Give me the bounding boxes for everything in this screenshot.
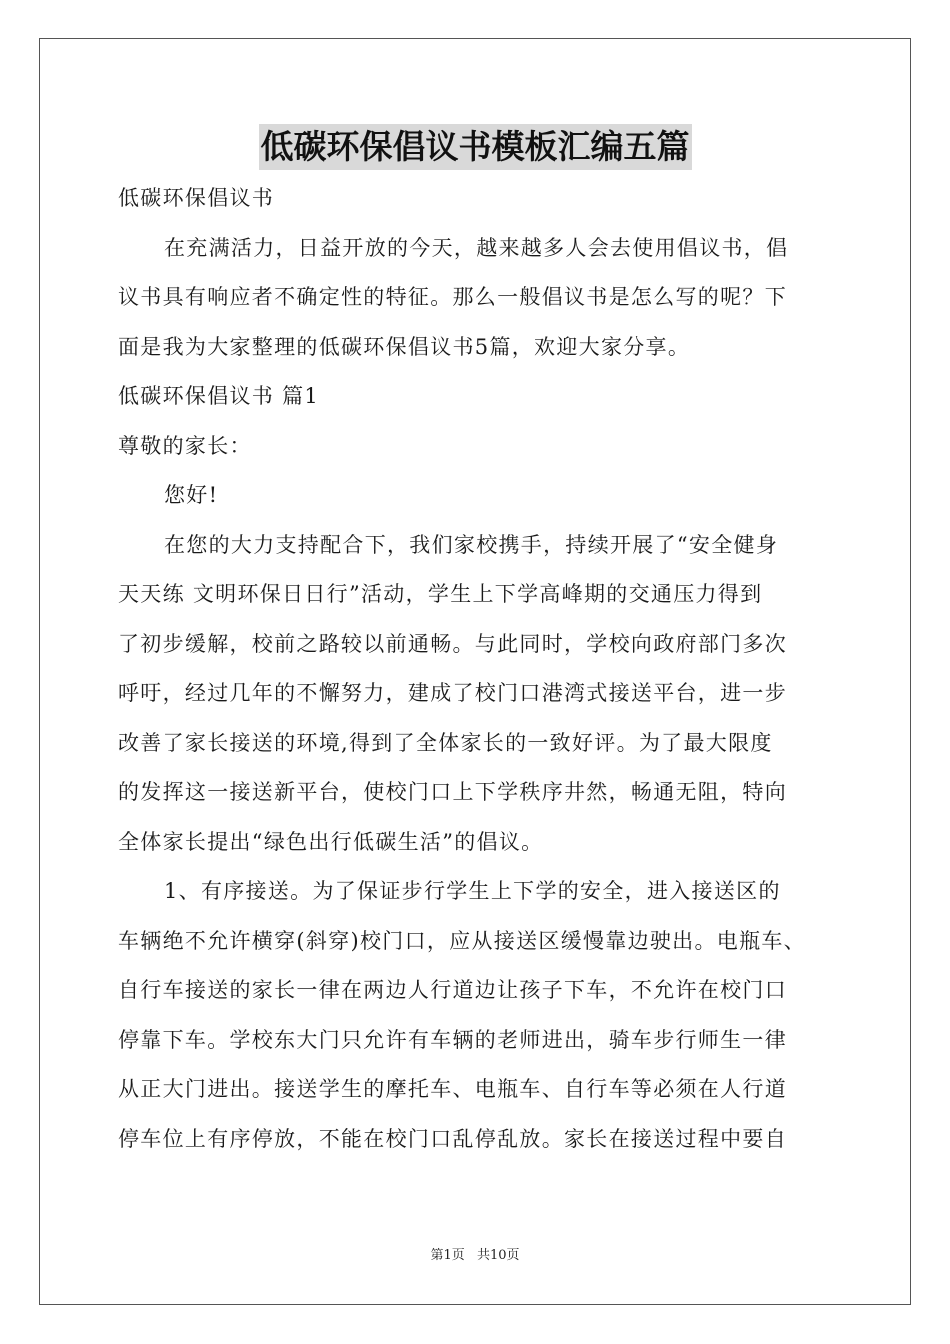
paragraph-line: 改善了家长接送的环境,得到了全体家长的一致好评。为了最大限度 <box>118 730 773 755</box>
paragraph-line: 停靠下车。学校东大门只允许有车辆的老师进出，骑车步行师生一律 <box>118 1027 787 1052</box>
paragraph-line: 议书具有响应者不确定性的特征。那么一般倡议书是怎么写的呢？下 <box>118 285 787 309</box>
paragraph-line: 1、有序接送。为了保证步行学生上下学的安全，进入接送区的 <box>164 879 781 903</box>
page-number: 第1页 <box>430 1248 465 1263</box>
paragraph-line: 全体家长提出“绿色出行低碳生活”的倡议。 <box>118 829 544 854</box>
section-heading: 低碳环保倡议书 篇1 <box>118 384 320 408</box>
paragraph-line: 在充满活力，日益开放的今天，越来越多人会去使用倡议书，倡 <box>164 235 789 260</box>
title-wrap <box>0 124 950 170</box>
paragraph-line: 天天练 文明环保日日行”活动，学生上下学高峰期的交通压力得到 <box>118 582 763 606</box>
paragraph-line: 的发挥这一接送新平台，使校门口上下学秩序井然，畅通无阻，特向 <box>118 780 787 804</box>
paragraph-line: 车辆绝不允许横穿(斜穿)校门口，应从接送区缓慢靠边驶出。电瓶车、 <box>118 928 806 953</box>
greeting: 您好! <box>164 483 219 507</box>
paragraph-line: 面是我为大家整理的低碳环保倡议书5篇，欢迎大家分享。 <box>118 334 691 359</box>
document-body <box>118 174 834 1164</box>
salutation: 尊敬的家长： <box>118 433 252 458</box>
page-footer <box>0 1244 950 1263</box>
document-title: 低碳环保倡议书模板汇编五篇 <box>259 124 692 170</box>
paragraph-line: 在您的大力支持配合下，我们家校携手，持续开展了“安全健身 <box>164 532 779 557</box>
paragraph-line: 停车位上有序停放，不能在校门口乱停乱放。家长在接送过程中要自 <box>118 1126 787 1151</box>
paragraph-line: 呼吁，经过几年的不懈努力，建成了校门口港湾式接送平台，进一步 <box>118 681 787 705</box>
paragraph-line: 了初步缓解，校前之路较以前通畅。与此同时，学校向政府部门多次 <box>118 631 787 656</box>
section-heading: 低碳环保倡议书 <box>118 186 275 210</box>
paragraph-line: 从正大门进出。接送学生的摩托车、电瓶车、自行车等必须在人行道 <box>118 1077 787 1101</box>
paragraph-line: 自行车接送的家长一律在两边人行道边让孩子下车，不允许在校门口 <box>118 978 787 1002</box>
page-total: 共10页 <box>476 1248 520 1263</box>
